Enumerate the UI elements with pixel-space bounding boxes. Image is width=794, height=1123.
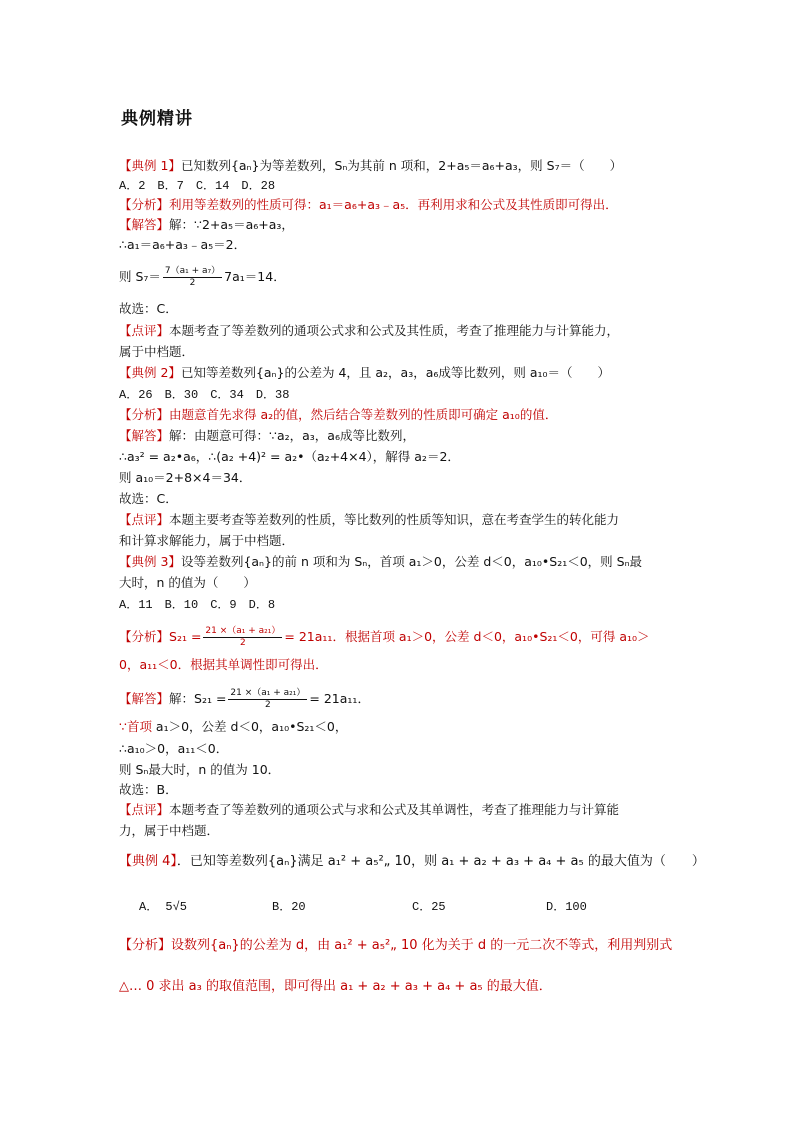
example-4-options (139, 897, 587, 916)
analysis-sum-label: S₂₁ = (169, 629, 202, 644)
analysis-tag: 【分析】 (119, 938, 172, 953)
example-1-solution-line-1 (119, 216, 294, 234)
sum-result: 7a₁＝14． (224, 269, 286, 284)
example-3-question (119, 553, 642, 571)
analysis-text: 设数列{aₙ}的公差为 d，由 a₁² + a₅²„ 10 化为关于 d 的一元二次不等式，利用判别式 (171, 938, 673, 953)
comment-text: 本题考查了等差数列的通项公式求和公式及其性质，考查了推理能力与计算能力， (169, 323, 620, 338)
comment-tag: 【点评】 (119, 323, 170, 338)
option-d: D．28 (241, 179, 276, 193)
example-3-analysis (119, 626, 650, 649)
option-c: C．14 (195, 179, 230, 193)
analysis-fraction (203, 626, 282, 649)
option-a: A． 5√5 (139, 900, 188, 914)
option-a: A．26 (119, 388, 153, 402)
option-d: D．100 (546, 900, 587, 914)
fraction-denominator: 2 (265, 700, 271, 710)
option-b: B．7 (157, 179, 184, 193)
example-2-solution-line-1 (119, 427, 415, 445)
example-3-answer: 故选：B． (119, 782, 178, 797)
comment-text: 本题考查了等差数列的通项公式与求和公式及其单调性，考查了推理能力与计算能 (169, 802, 620, 817)
example-4-question (119, 853, 705, 871)
analysis-text: 由题意首先求得 a₂的值，然后结合等差数列的性质即可确定 a₁₀的值． (169, 407, 558, 422)
example-2-solution-line-3: 则 a₁₀＝2+8×4＝34． (119, 470, 252, 485)
example-2-question (119, 364, 610, 382)
condition-text: a₁＞0，公差 d＜0，a₁₀•S₂₁＜0， (151, 719, 348, 734)
sum-label: 则 S₇＝ (119, 269, 161, 284)
example-3-solution-line-1 (119, 688, 370, 711)
option-c: C．25 (412, 900, 446, 914)
option-b: B．10 (164, 598, 199, 612)
example-3-solution-line-2 (119, 718, 347, 736)
analysis-tag: 【分析】 (119, 197, 170, 212)
example-4-tag: 【典例 4】 (119, 854, 177, 869)
sum-fraction (163, 266, 222, 289)
comment-tag: 【点评】 (119, 802, 170, 817)
analysis-text: 利用等差数列的性质可得：a₁＝a₆+a₃﹣a₅．再利用求和公式及其性质即可得出． (169, 197, 618, 212)
option-d: D．8 (248, 598, 276, 612)
example-2-analysis (119, 406, 557, 424)
example-4-analysis (119, 937, 672, 955)
page-title: 典例精讲 (121, 109, 193, 129)
example-1-tag: 【典例 1】 (119, 158, 181, 173)
option-c: C．34 (210, 388, 244, 402)
example-1-solution-line-2: ∴a₁＝a₆+a₃﹣a₅＝2． (119, 237, 247, 252)
fraction-numerator: 21 ×（a₁ + a₂₁） (205, 626, 281, 636)
solution-text: = 21a₁₁． (309, 691, 370, 706)
analysis-tag: 【分析】 (119, 407, 170, 422)
example-3-comment-line-2: 力，属于中档题． (119, 823, 220, 838)
example-1-answer: 故选：C． (119, 301, 178, 316)
option-d: D．38 (255, 388, 290, 402)
example-2-comment (119, 511, 619, 529)
solution-text: 解：由题意可得：∵a₂，a₃，a₆成等比数列， (169, 428, 415, 443)
example-1-question-text: 已知数列{aₙ}为等差数列，Sₙ为其前 n 项和，2+a₅＝a₆+a₃，则 S₇＝（ ） (180, 158, 623, 173)
example-3-solution-line-4: 则 Sₙ最大时，n 的值为 10． (119, 762, 281, 777)
example-1-options (119, 176, 287, 195)
example-2-solution-line-2: ∴a₃² = a₂•a₆，∴(a₂ +4)² = a₂•（a₂+4×4），解得 a₂＝2． (119, 449, 460, 464)
example-3-question-line-2: 大时，n 的值为（ ） (119, 575, 256, 590)
example-3-analysis-line-2: 0，a₁₁＜0．根据其单调性即可得出． (119, 657, 328, 672)
solution-tag: 【解答】 (119, 217, 170, 232)
solution-tag: 【解答】 (119, 691, 170, 706)
example-3-options (119, 595, 287, 614)
example-2-question-text: 已知等差数列{aₙ}的公差为 4，且 a₂，a₃，a₆成等比数列，则 a₁₀＝（ ） (180, 365, 611, 380)
option-b: B．20 (272, 900, 306, 914)
example-1-question (119, 157, 622, 175)
solution-fraction (228, 688, 307, 711)
example-2-tag: 【典例 2】 (119, 365, 181, 380)
option-c: C．9 (210, 598, 237, 612)
fraction-denominator: 2 (240, 638, 246, 648)
solution-text: 解：∵2+a₅＝a₆+a₃， (169, 217, 294, 232)
example-3-comment (119, 801, 619, 819)
example-2-answer: 故选：C． (119, 491, 178, 506)
example-4-question-text: ．已知等差数列{aₙ}满足 a₁² + a₅²„ 10，则 a₁ + a₂ + a₃ + a₄ + a₅ 的最大值为（ ） (176, 854, 705, 869)
option-a: A．2 (119, 179, 146, 193)
example-2-options (119, 385, 301, 404)
example-1-solution-line-3 (119, 266, 286, 289)
fraction-numerator: 21 ×（a₁ + a₂₁） (230, 688, 306, 698)
premise-text: ∵首项 (119, 719, 152, 734)
example-1-comment (119, 322, 619, 340)
fraction-denominator: 2 (189, 278, 196, 288)
example-3-tag: 【典例 3】 (119, 554, 181, 569)
comment-text: 本题主要考查等差数列的性质，等比数列的性质等知识，意在考查学生的转化能力 (169, 512, 620, 527)
example-3-solution-line-3: ∴a₁₀＞0，a₁₁＜0． (119, 741, 229, 756)
example-3-question-text: 设等差数列{aₙ}的前 n 项和为 Sₙ，首项 a₁＞0，公差 d＜0，a₁₀•S₂₁＜0，则 Sₙ最 (180, 554, 643, 569)
option-b: B．30 (164, 388, 199, 402)
analysis-tag: 【分析】 (119, 629, 170, 644)
example-1-analysis (119, 196, 618, 214)
example-4-analysis-line-2: △… 0 求出 a₃ 的取值范围，即可得出 a₁ + a₂ + a₃ + a₄ + a₅ 的最大值． (119, 979, 552, 994)
analysis-text: = 21a₁₁．根据首项 a₁＞0，公差 d＜0，a₁₀•S₂₁＜0，可得 a₁₀＞ (284, 629, 650, 644)
option-a: A．11 (119, 598, 153, 612)
solution-sum-label: 解：S₂₁ = (169, 691, 227, 706)
fraction-numerator: 7（a₁ + a₇） (164, 266, 221, 276)
comment-tag: 【点评】 (119, 512, 170, 527)
solution-tag: 【解答】 (119, 428, 170, 443)
example-2-comment-line-2: 和计算求解能力，属于中档题． (119, 533, 295, 548)
example-1-comment-line-2: 属于中档题． (119, 344, 195, 359)
